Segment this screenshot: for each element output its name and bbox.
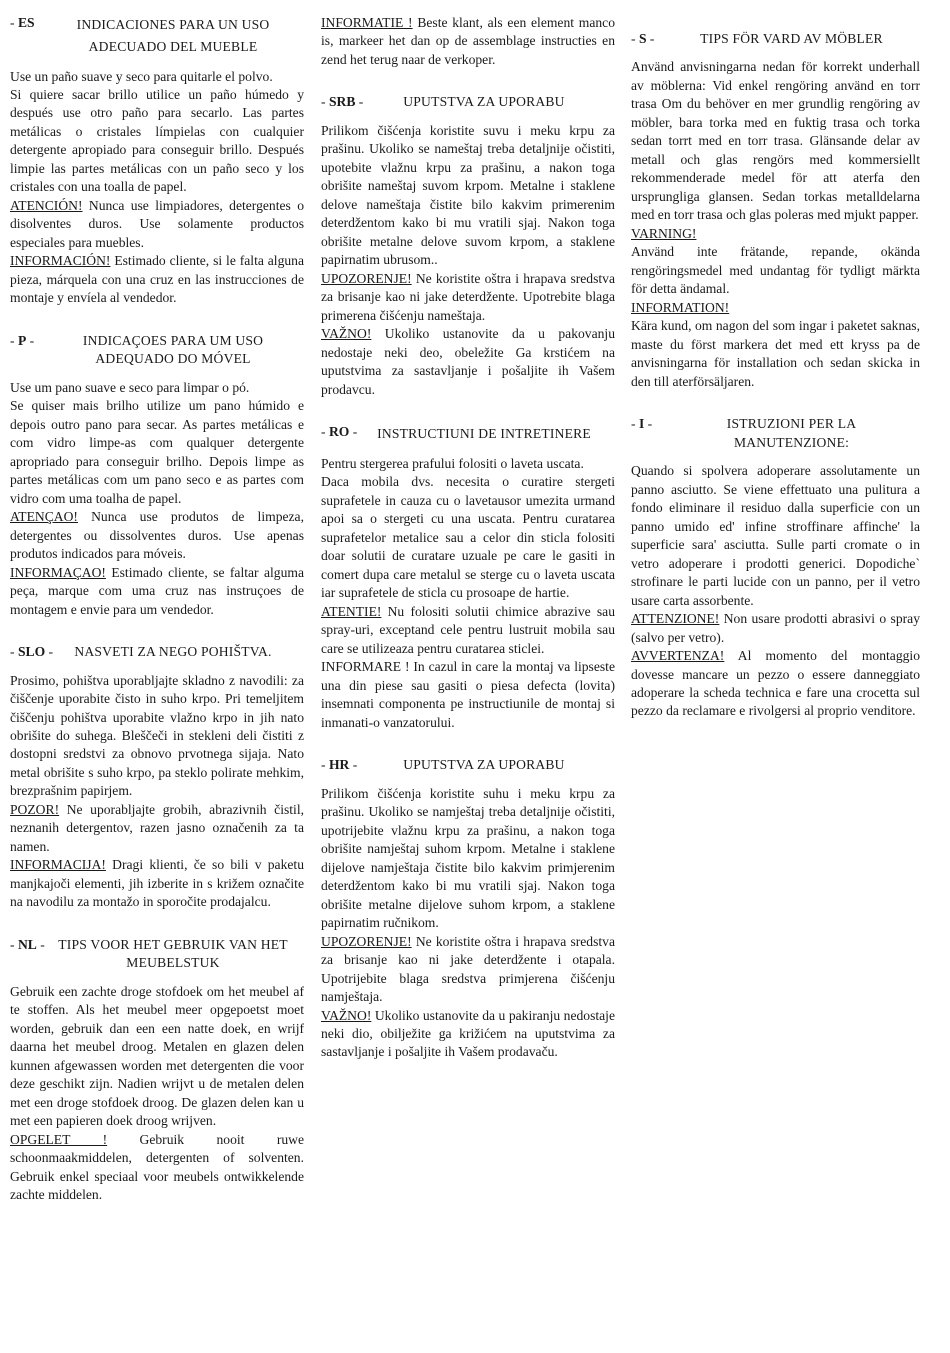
info-paragraph [321,325,615,399]
paragraph: Använd anvisningarna nedan för korrekt underhall av möblerna: Vid enkel rengöring använd en torr trasa Om du behöver en mer grundlig rengöring av möbler, bara torka med en fuktig trasa och torka sedan torrt med en torr trasa. Glänsande delar av metall och glas rengörs med kommersiellt rekommenderade medel för att aterfa den ursprungliga glansen. Sedan torkas metalldelarna med en torr trasa och glas poleras med mjukt papper. [631,59,920,223]
warning-label-line [631,225,920,243]
language-code: - I - [631,416,653,432]
section-header [631,415,920,452]
paragraph: Prilikom čišćenja koristite suhu i meku krpu za prašinu. Ukoliko se namještaj treba detaljnije očistiti, upotrijebite vlažnu krpu za prašinu, a nakon toga obrišite namještaj suhom krpom. Metalne i staklene dijelove namještaja čistite bilo kakvim primjerenim deterdžentom kako bi mu vratili sjaj. Nakon toga obrišite metalne dijelove suhom krpom, a staklene papirnatim ručnikom. [321,785,615,931]
section-title: UPUTSTVA ZA UPORABU [403,757,565,773]
warning-paragraph [321,603,615,658]
language-code: - S - [631,31,655,46]
section-p [10,332,304,619]
info-label: INFORMATION! [631,299,730,315]
info-label: AVVERTENZA! [631,648,725,664]
warning-paragraph [10,508,304,563]
warning-text: Ne uporabljajte grobih, abrazivnih čistil, neznanih detergentov, razen jasno označenih za ta namen. [10,801,304,854]
info-label: INFORMAÇAO! [10,564,106,580]
info-text: Ukoliko ustanovite da u pakovanju nedostaje neki deo, obeležite Ga krstićem na uputstvima za sastavljanje i pošaljite ih Vašem prodavcu. [321,326,615,397]
section-header [321,423,615,445]
warning-label: ATENTIE! [321,603,382,619]
info-text: Beste klant, als een element manco is, markeer het dan op de assemblage instructies en zend het terug naar de verkoper. [321,15,615,67]
paragraph: Pentru stergerea prafului folositi o laveta uscata. [321,455,584,471]
info-text: Estimado cliente, si le falta alguna pieza, márquela con una cruz en las instrucciones de montaje y envíela al vendedor. [10,253,304,306]
language-code: - SRB - [321,94,364,110]
section-title: UPUTSTVA ZA UPORABU [403,94,565,110]
warning-label: UPOZORENJE! [321,933,412,949]
section-es [10,14,304,308]
warning-paragraph [10,801,304,856]
warning-label: ATTENZIONE! [631,611,720,627]
language-code: - HR - [321,757,358,773]
language-code: - SLO - [10,644,54,660]
info-paragraph [321,1007,615,1062]
warning-label: UPOZORENJE! [321,270,412,286]
warning-text: Nunca use produtos de limpeza, detergentes ou dissolventes duros. Use apenas produtos indicados para móveis. [10,509,304,562]
warning-text: Non usare prodotti abrasivi o spray (salvo per vetro). [631,611,920,645]
section-header [10,14,304,58]
section-header [10,643,304,661]
section-nl-continued [321,14,615,69]
paragraph: Use um pano suave e seco para limpar o pó. [10,379,250,395]
section-slo [10,643,304,912]
section-title: NASVETI ZA NEGO POHIŠTVA. [74,644,272,660]
section-s [631,30,920,391]
info-paragraph [631,647,920,721]
section-header [631,30,920,48]
warning-label: OPGELET ! [10,1131,108,1147]
section-title: TIPS VOOR HET GEBRUIK VAN HET MEUBELSTUK [58,936,288,971]
warning-label: ATENÇAO! [10,509,78,525]
info-text: In cazul in care la montaj va lipseste una din piese sau gasiti o piesa defecta (lovita) insemnati componenta pe instructiunile de montaj si inmanati-o vanzatorului. [321,659,615,730]
warning-paragraph [321,933,615,1007]
language-code: - RO - [321,424,358,440]
warning-text: Nunca use limpiadores, detergentes o disolventes duros. Use solamente productos especiales para muebles. [10,197,304,250]
warning-label: POZOR! [10,801,60,817]
warning-text: Nu folositi solutii chimice abrazive sau spray-uri, exceptand cele pentru lustruit mobila sau care se utilizeaza pentru curatarea sticlei. [321,603,615,656]
info-paragraph [321,658,615,732]
info-label: INFORMACIÓN! [10,253,111,269]
section-header [10,936,304,973]
info-paragraph [10,856,304,911]
info-paragraph [321,14,615,69]
section-title: TIPS FÖR VARD AV MÖBLER [700,31,883,46]
section-i [631,415,920,721]
language-code: - ES [10,15,35,30]
info-label: INFORMARE ! [321,659,410,675]
info-label: VAŽNO! [321,326,372,342]
paragraph: Prosimo, pohištva uporabljajte skladno z navodili: za čiščenje uporabite čisto in suho krpo. Pri temeljitem čiščenju pohištva uporabite vlažno krpo in jih nato obrišite do suhega. Bleščeči in stekleni deli čistiti z dostopni sredstvi za obnovo prvotnega sijaja. Nato metal obrišite s suho krpo, pa steklo polirate mehkim, brezprašnim papirjem. [10,672,304,799]
info-text: Dragi klienti, če so bili v paketu manjkajoči elementi, jih izberite in s križem označite na navodilu za montažo in sporočite prodajalcu. [10,857,304,910]
column-right [631,30,920,721]
info-label-line [631,299,920,317]
warning-text: Gebruik nooit ruwe schoonmaakmiddelen, detergenten of solventen. Gebruik enkel speciaal voor meubels ontwikkelende zachte middelen. [10,1131,305,1203]
section-header [321,756,615,774]
section-title: INSTRUCTIUNI DE INTRETINERE [377,426,591,442]
section-ro [321,423,615,732]
warning-label: ATENCIÓN! [10,197,83,213]
column-left [10,14,304,1205]
info-label: VAŽNO! [321,1007,372,1023]
section-srb [321,93,615,399]
paragraph: Use un paño suave y seco para quitarle el polvo. [10,68,273,84]
section-title: INDICACIONES PARA UN USO ADECUADO DEL MUEBLE [76,17,270,54]
section-title: ISTRUZIONI PER LA MANUTENZIONE: [726,416,857,450]
info-label: INFORMATIE ! [321,15,413,30]
section-hr [321,756,615,1062]
warning-paragraph [10,1131,304,1205]
paragraph: Daca mobila dvs. necesita o curatire stergeti suprafetele in cauza cu o lavetausor umezita urmand apoi sa o stergeti cu una uscata. Pentru curatarea suprafetelor metalice sau a celor din sticla folositi doar solutii de curatare uzuale pe care le gasiti in comert dupa care metalul se sterge cu o laveta uscata iar suprafetele de sticla cu prosoape de hartie. [321,474,615,601]
warning-label: VARNING! [631,225,697,241]
language-code: - P - [10,332,35,348]
info-paragraph [10,564,304,619]
info-text: Kära kund, om nagon del som ingar i paketet saknas, maste du först markera det med ett kryss pa de anvisningarna för installation och sedan skicka in den till aterförsäljaren. [631,318,920,389]
paragraph: Quando si spolvera adoperare assolutamente un panno asciutto. Se viene effettuato una pulitura a fondo eliminare il residuo dalla superficie con un panno umido ed' infine stroffinare affinche' la superficie sara' asciutta. Sulle parti cromate o in vetro adoperare i prodotti generici. Dopodiche` strofinare le parti lucide con un panno, per il vetro usare carta assorbente. [631,463,920,608]
warning-text: Använd inte frätande, repande, okända rengöringsmedel med undantag för tydligt märkta för detta ändamal. [631,244,920,297]
info-text: Ukoliko ustanovite da u pakiranju nedostaje neki dio, obilježite ga križićem na uputstvima za sastavljanje i pošaljite ih Vašem prodavaču. [321,1007,615,1060]
warning-paragraph [10,197,304,252]
paragraph: Se quiser mais brilho utilize um pano húmido e depois outro pano para secar. As partes metálicas e com vidro limpe-as com qualquer detergente apropriado para conseguir brilho. Depois limpe as partes metálicas com um pano seco e as partes com vidro com uma toalha de papel. [10,398,304,506]
language-code: - NL - [10,936,45,952]
section-header [321,93,615,111]
info-text: Al momento del montaggio dovesse mancare un pezzo o essere danneggiato adoperare la scheda technica e fare una crocetta sul pezzo da reclamare e rivolgersi al proprio venditore. [631,648,920,719]
warning-text: Ne koristite oštra i hrapava sredstva za brisanje kao ni jake deterdžente i otapala. Upotrijebite blaga sredstva primjerena čišćenju namještaja. [321,933,615,1005]
paragraph: Gebruik een zachte droge stofdoek om het meubel af te stoffen. Als het meubel meer opgepoetst moet worden, gebruik dan een een natte doek, en wrijf daarna het meubel droog. Metalen en glazen delen kunnen afgewassen worden met detergenten die voor deze geschikt zijn. Nadien wrijvt u de metalen delen met een droge stofdoek droog. De glazen delen kan u met een papieren doek droog wrijven. [10,983,304,1129]
paragraph: Si quiere sacar brillo utilice un paño húmedo y después use otro paño para secarlo. Las partes metálicas o cristales límpielas con cualquier detergente apropiado para conseguir brillo. Después limpie las partes metálicas con un paño seco y los cristales con una toalla de papel. [10,86,304,195]
section-title: INDICAÇOES PARA UM USO ADEQUADO DO MÓVEL [82,332,264,367]
paragraph: Prilikom čišćenja koristite suvu i meku krpu za prašinu. Ukoliko se nameštaj treba detaljnije očistiti, upotebite vlažnu krpu za prašinu, a nakon toga obrišite nameštaj suvom krpom. Metalne i staklene delove nameštaja čistite bilo kakvim primerenim deterdžentom kako bi mu vratili sjaj. Nakon toga obrišite metalne delove suvom krpom, a staklene papirnatim ubrusom.. [321,122,615,268]
warning-paragraph [321,270,615,325]
column-middle [321,14,615,1062]
info-label: INFORMACIJA! [10,857,106,873]
warning-paragraph [631,610,920,647]
info-paragraph [10,252,304,307]
section-nl [10,936,304,1205]
info-text: Estimado cliente, se faltar alguma peça, marque com uma cruz nas instruçoes de montagem e envie para um vendedor. [10,564,304,617]
section-header [10,332,304,369]
warning-text: Ne koristite oštra i hrapava sredstva za brisanje kao ni jake deterdžente. Upotrebite blaga primerena čišćenju nameštaja. [321,270,615,323]
